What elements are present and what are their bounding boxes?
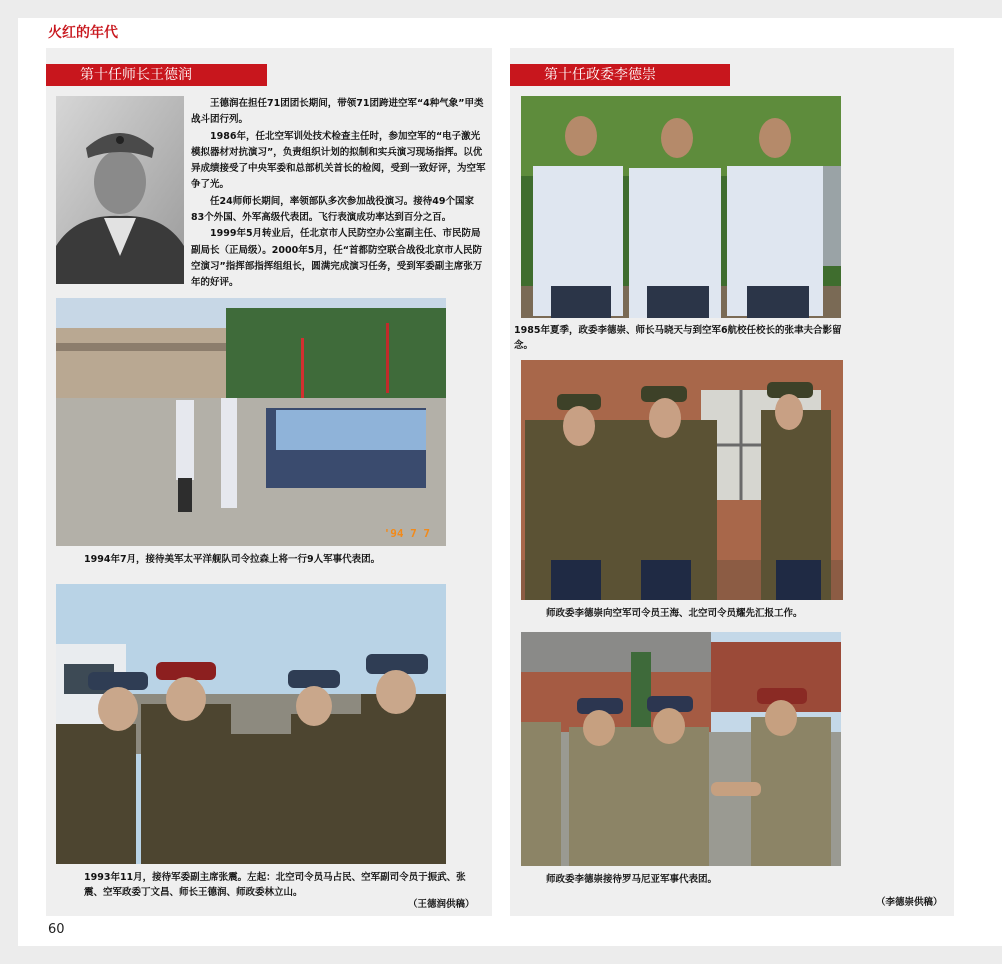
delegation-photo: [521, 632, 841, 866]
photo-caption: 师政委李德崇接待罗马尼亚军事代表团。: [546, 874, 718, 885]
photo-credit: （王德润供稿）: [408, 899, 475, 910]
photo-caption: 1993年11月，接待军委副主席张震。左起：北空司令员马占民、空军副司令员于振武、张震、空军政委丁文昌、师长王德润、师政委林立山。: [84, 872, 466, 898]
left-panel: [46, 48, 492, 916]
photo-credit: （李德崇供稿）: [876, 897, 943, 908]
photo-caption: 1994年7月，接待美军太平洋舰队司令拉森上将一行9人军事代表团。: [84, 554, 381, 565]
bio-paragraph: 王德润在担任71团团长期间，带领71团跨进空军“4种气象”甲类战斗团行列。: [191, 98, 484, 126]
honor-guard-photo: [56, 298, 446, 546]
right-section-banner: 第十任政委李德崇: [510, 64, 730, 86]
bio-paragraph: 任24师师长期间，率领部队多次参加战役演习。接待49个国家83个外国、外军高级代表团。飞行表演成功率达到百分之百。: [191, 195, 474, 224]
photo-date-stamp: '94 7 7: [383, 527, 430, 540]
photo-caption: 师政委李德崇向空军司令员王海、北空司令员耀先汇报工作。: [546, 608, 803, 619]
group-portrait-photo: [521, 96, 841, 318]
officers-meeting-photo: [56, 584, 446, 864]
header-title: 火红的年代: [48, 25, 118, 41]
page: [18, 18, 1002, 946]
photo-caption: 1985年夏季，政委李德崇、师长马晓天与到空军6航校任校长的张聿夫合影留念。: [514, 325, 842, 351]
work-report-photo: [521, 360, 843, 600]
left-section-banner: 第十任师长王德润: [46, 64, 267, 86]
bio-paragraph: 1999年5月转业后，任北京市人民防空办公室副主任、市民防局副局长（正局级）。2000年5月，任“首都防空联合战役北京市人民防空演习”指挥部指挥组组长，圆满完成演习任务，受到军委副主席张万年的好评。: [191, 228, 483, 289]
portrait-photo: [56, 96, 184, 284]
right-panel: [510, 48, 954, 916]
bio-paragraph: 1986年，任北空军训处技术检查主任时，参加空军的“电子激光模拟器材对抗演习”，负责组织计划的拟制和实兵演习现场指挥。以优异成绩接受了中央军委和总部机关首长的检阅，受到一致好评，为空军争了光。: [191, 130, 486, 191]
biography-text: [191, 96, 487, 292]
page-number: 60: [48, 922, 65, 937]
